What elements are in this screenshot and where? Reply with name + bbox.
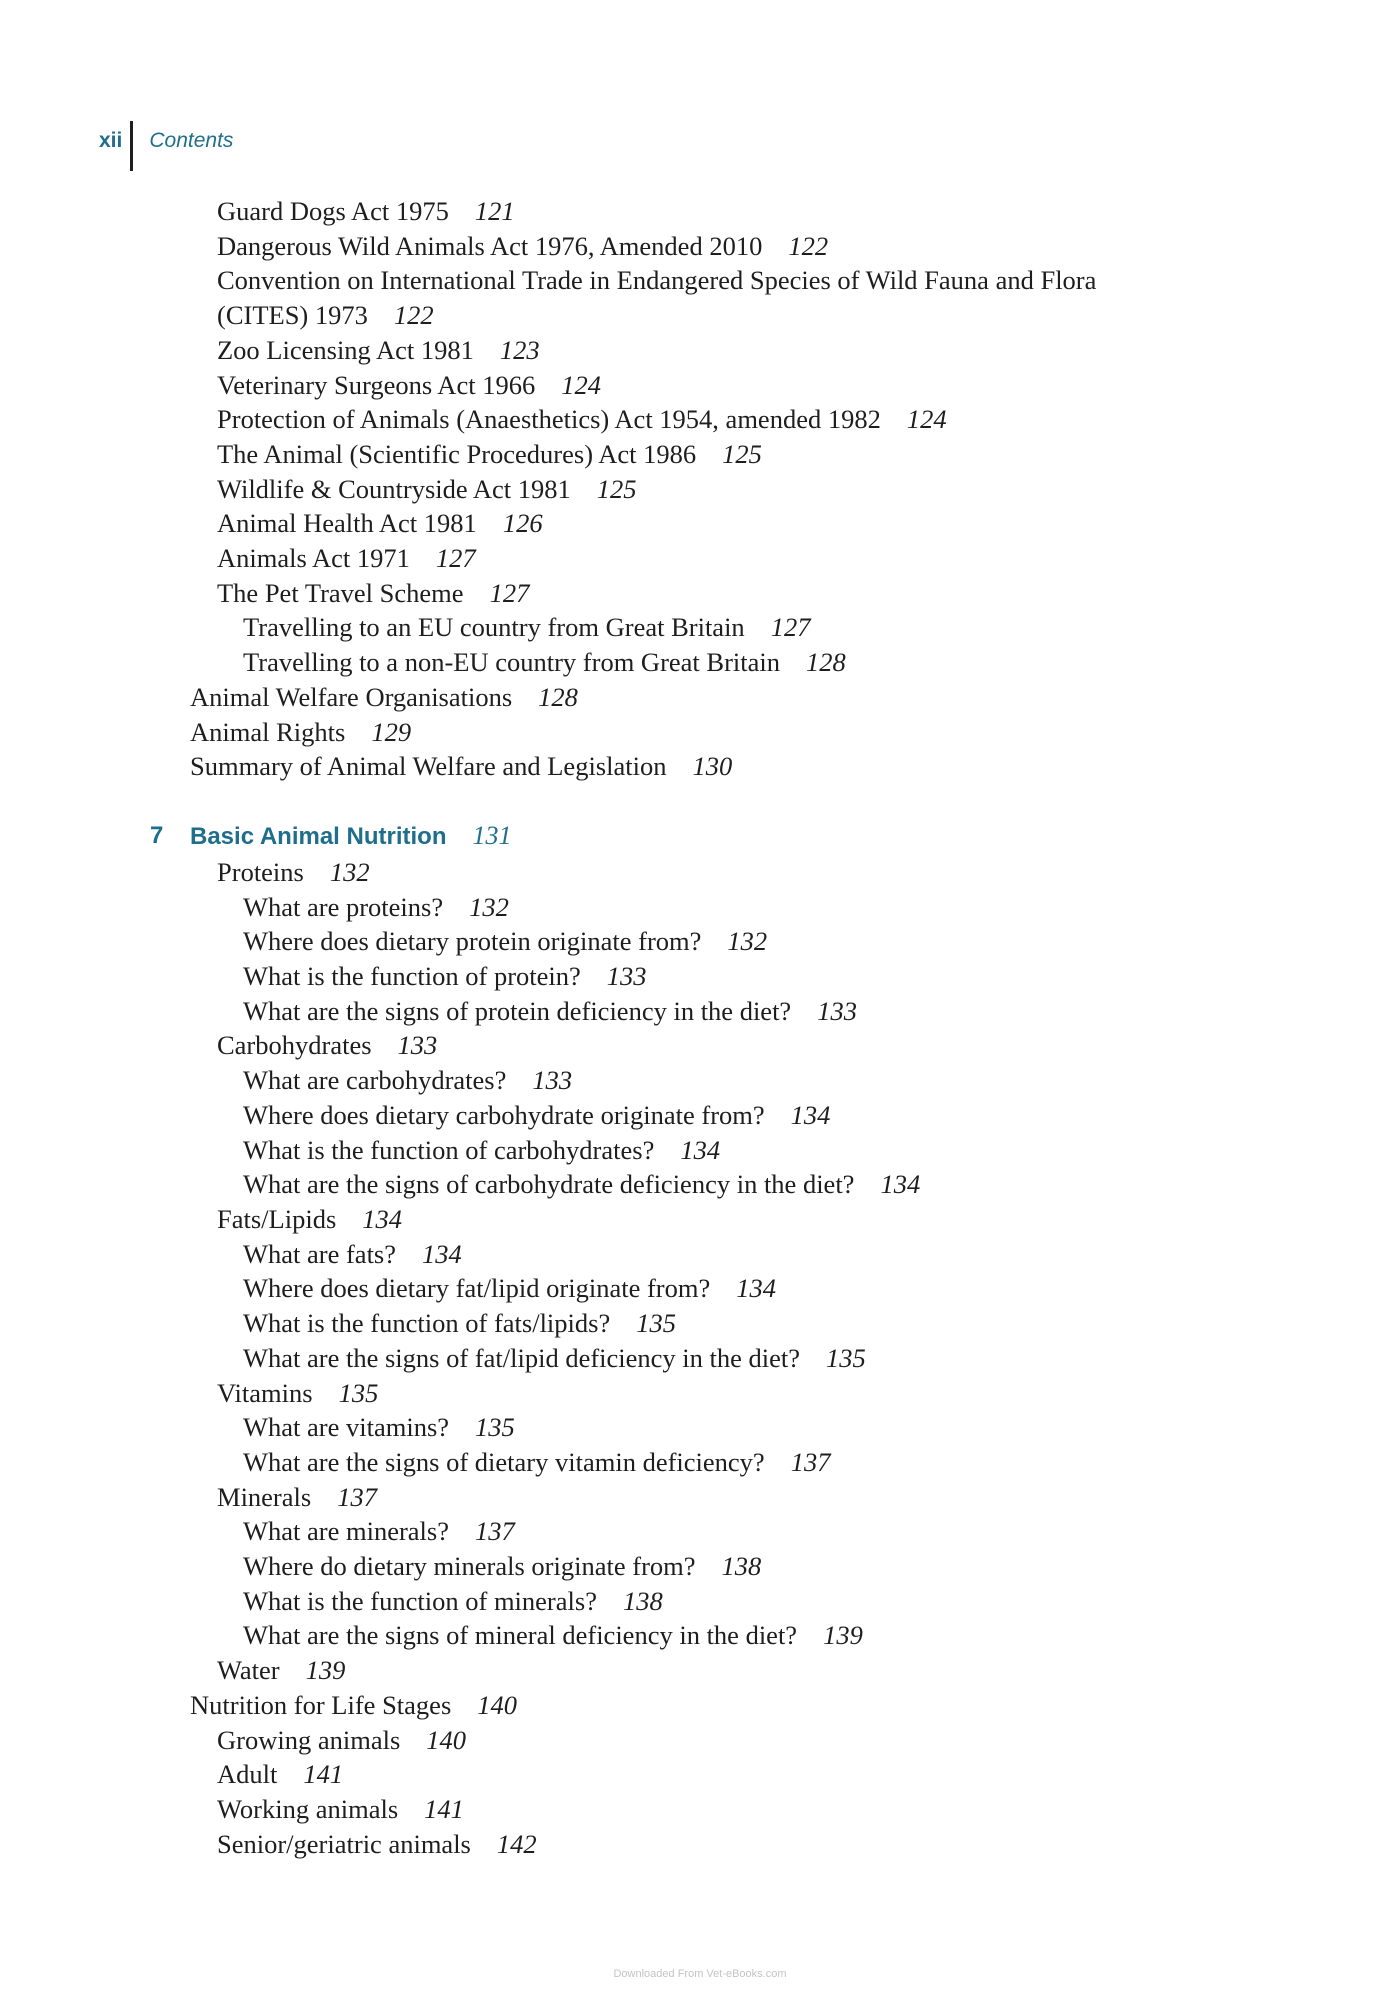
toc-entry bbox=[0, 1341, 1400, 1376]
toc-entry-page: 134 bbox=[680, 1134, 721, 1165]
toc-entry-title: What is the function of protein? bbox=[243, 961, 581, 992]
toc-entry-title: Travelling to a non-EU country from Great Britain bbox=[243, 647, 781, 678]
toc-entry bbox=[0, 959, 1400, 994]
toc-entry-title: Adult bbox=[217, 1759, 278, 1790]
toc-entry-title: Wildlife & Countryside Act 1981 bbox=[217, 473, 571, 504]
toc-entry-page: 134 bbox=[880, 1169, 921, 1200]
toc-entry-title: What are vitamins? bbox=[243, 1412, 450, 1443]
toc-entry-title: Where does dietary protein originate from? bbox=[243, 926, 702, 957]
toc-entry bbox=[0, 1167, 1400, 1202]
toc-entry bbox=[0, 229, 1400, 264]
toc-entry-title: Dangerous Wild Animals Act 1976, Amended 2010 bbox=[217, 230, 763, 261]
toc-entry-page: 127 bbox=[489, 577, 530, 608]
toc-entry-page: 137 bbox=[790, 1446, 831, 1477]
toc-entry bbox=[0, 645, 1400, 680]
toc-entry-title: What are the signs of dietary vitamin deficiency? bbox=[243, 1446, 765, 1477]
toc-entry-title: What are the signs of mineral deficiency in the diet? bbox=[243, 1620, 798, 1651]
toc-entry-title: Travelling to an EU country from Great Britain bbox=[243, 612, 745, 643]
toc-entry-title: Animal Health Act 1981 bbox=[217, 508, 477, 539]
toc-entry-page: 139 bbox=[305, 1655, 346, 1686]
toc-entry bbox=[0, 1480, 1400, 1515]
chapter-number: 7 bbox=[150, 821, 164, 849]
toc-entry-page: 124 bbox=[561, 369, 601, 400]
toc-entry-page: 133 bbox=[532, 1065, 573, 1096]
toc-entry-title: Animal Rights bbox=[190, 716, 346, 747]
toc-entry-page: 121 bbox=[474, 196, 515, 226]
toc-entry-title: What are the signs of fat/lipid deficiency in the diet? bbox=[243, 1342, 801, 1373]
toc-entry bbox=[0, 1653, 1400, 1688]
toc-entry-page: 135 bbox=[338, 1377, 379, 1408]
toc-entry-title: Proteins bbox=[217, 856, 304, 887]
toc-entry-title: Growing animals bbox=[217, 1724, 401, 1755]
toc-entry-title: Animals Act 1971 bbox=[217, 543, 410, 574]
toc-entry-title: What are the signs of carbohydrate deficiency in the diet? bbox=[243, 1169, 855, 1200]
table-of-contents bbox=[0, 194, 1400, 1861]
toc-entry-title: Veterinary Surgeons Act 1966 bbox=[217, 369, 536, 400]
toc-entry-page: 140 bbox=[477, 1689, 518, 1720]
toc-entry-title: Where do dietary minerals originate from? bbox=[243, 1551, 696, 1582]
toc-entry-page: 130 bbox=[692, 751, 733, 782]
toc-entry bbox=[0, 715, 1400, 750]
toc-entry-title: The Pet Travel Scheme bbox=[217, 577, 464, 608]
toc-entry-title: What are the signs of protein deficiency in the diet? bbox=[243, 995, 792, 1026]
toc-entry-title: Protection of Animals (Anaesthetics) Act 1954, amended 1982 bbox=[217, 404, 881, 435]
toc-entry-page: 132 bbox=[727, 926, 768, 957]
toc-entry-page: 122 bbox=[393, 300, 434, 331]
toc-entry-page: 123 bbox=[499, 334, 540, 365]
toc-entry-title: Vitamins bbox=[217, 1377, 313, 1408]
toc-entry bbox=[0, 1271, 1400, 1306]
toc-entry bbox=[0, 368, 1400, 403]
toc-entry-page: 127 bbox=[770, 612, 811, 643]
toc-entry-title: Senior/geriatric animals bbox=[217, 1828, 471, 1859]
toc-entry bbox=[0, 1514, 1400, 1549]
toc-entry-title: What are minerals? bbox=[243, 1516, 449, 1547]
toc-entry-page: 134 bbox=[790, 1099, 831, 1130]
toc-entry bbox=[0, 994, 1400, 1029]
toc-entry-title: What is the function of carbohydrates? bbox=[243, 1134, 655, 1165]
toc-entry bbox=[0, 924, 1400, 959]
toc-entry-page: 142 bbox=[496, 1828, 537, 1859]
toc-entry bbox=[0, 1237, 1400, 1272]
toc-entry-title: Convention on International Trade in Endangered Species of Wild Fauna and Flora bbox=[217, 265, 1097, 296]
toc-entry-page: 138 bbox=[721, 1551, 762, 1582]
toc-entry bbox=[0, 680, 1400, 715]
toc-entry bbox=[0, 402, 1400, 437]
toc-entry bbox=[0, 1410, 1400, 1445]
toc-entry bbox=[0, 1723, 1400, 1758]
toc-entry-page: 133 bbox=[397, 1030, 438, 1061]
toc-entry-page: 127 bbox=[435, 543, 476, 574]
toc-entry-title: Where does dietary fat/lipid originate from? bbox=[243, 1273, 711, 1304]
toc-entry bbox=[0, 855, 1400, 890]
toc-entry bbox=[0, 506, 1400, 541]
toc-entry-title: Working animals bbox=[217, 1793, 399, 1824]
chapter-title: Basic Animal Nutrition bbox=[190, 822, 447, 850]
toc-entry-page: 128 bbox=[806, 647, 846, 678]
toc-entry-title: Zoo Licensing Act 1981 bbox=[217, 334, 474, 365]
toc-entry bbox=[0, 333, 1400, 368]
toc-entry-title: Carbohydrates bbox=[217, 1030, 372, 1061]
toc-entry bbox=[0, 298, 1400, 333]
toc-entry bbox=[0, 1792, 1400, 1827]
toc-entry bbox=[0, 1028, 1400, 1063]
toc-entry-title: Animal Welfare Organisations bbox=[190, 681, 513, 712]
toc-entry-title: What are proteins? bbox=[243, 891, 444, 922]
toc-entry bbox=[0, 1376, 1400, 1411]
toc-entry bbox=[0, 437, 1400, 472]
toc-entry bbox=[0, 576, 1400, 611]
toc-entry-page: 125 bbox=[596, 473, 637, 504]
toc-entry-page: 135 bbox=[475, 1412, 515, 1443]
toc-entry-title: Minerals bbox=[217, 1481, 312, 1512]
chapter-heading bbox=[0, 818, 1400, 855]
toc-entry-page: 134 bbox=[362, 1203, 403, 1234]
toc-entry-title: What are fats? bbox=[243, 1238, 397, 1269]
running-head bbox=[99, 121, 233, 171]
toc-entry bbox=[0, 890, 1400, 925]
toc-entry bbox=[0, 541, 1400, 576]
toc-entry bbox=[0, 749, 1400, 784]
toc-entry-page: 129 bbox=[371, 716, 412, 747]
toc-entry-page: 140 bbox=[426, 1724, 467, 1755]
toc-entry-page: 135 bbox=[826, 1342, 866, 1373]
toc-entry bbox=[0, 263, 1400, 298]
toc-entry-page: 137 bbox=[337, 1481, 377, 1512]
toc-entry bbox=[0, 472, 1400, 507]
toc-entry bbox=[0, 1445, 1400, 1480]
toc-entry-title: What is the function of fats/lipids? bbox=[243, 1308, 611, 1339]
toc-entry bbox=[0, 1688, 1400, 1723]
toc-entry-title: Where does dietary carbohydrate originate from? bbox=[243, 1099, 765, 1130]
toc-entry-page: 126 bbox=[502, 508, 543, 539]
toc-entry-title: The Animal (Scientific Procedures) Act 1986 bbox=[217, 438, 697, 469]
toc-entry-page: 134 bbox=[736, 1273, 776, 1304]
toc-entry-page: 133 bbox=[817, 995, 857, 1026]
toc-entry bbox=[0, 1133, 1400, 1168]
toc-entry-page: 122 bbox=[788, 230, 829, 261]
toc-entry-page: 138 bbox=[622, 1585, 663, 1616]
toc-entry-page: 128 bbox=[538, 681, 578, 712]
toc-entry-title: (CITES) 1973 bbox=[217, 300, 368, 331]
toc-entry-page: 141 bbox=[303, 1759, 344, 1790]
toc-entry bbox=[0, 1584, 1400, 1619]
toc-entry bbox=[0, 1098, 1400, 1133]
toc-entry-title: What are carbohydrates? bbox=[243, 1065, 507, 1096]
toc-entry-page: 132 bbox=[329, 856, 370, 887]
toc-entry-title: Nutrition for Life Stages bbox=[190, 1689, 452, 1720]
toc-entry bbox=[0, 1306, 1400, 1341]
toc-entry-page: 135 bbox=[636, 1308, 676, 1339]
toc-entry bbox=[0, 194, 1400, 229]
toc-entry-page: 124 bbox=[906, 404, 947, 435]
toc-entry-page: 132 bbox=[469, 891, 509, 922]
toc-entry bbox=[0, 1618, 1400, 1653]
toc-entry-page: 141 bbox=[424, 1793, 464, 1824]
toc-entry-page: 133 bbox=[606, 961, 647, 992]
toc-entry-page: 125 bbox=[722, 438, 762, 469]
toc-entry bbox=[0, 1757, 1400, 1792]
toc-entry bbox=[0, 1827, 1400, 1862]
toc-entry-page: 139 bbox=[823, 1620, 863, 1651]
toc-entry-title: Summary of Animal Welfare and Legislation bbox=[190, 751, 667, 782]
download-watermark: Downloaded From Vet-eBooks.com bbox=[613, 1968, 787, 1980]
toc-entry-title: What is the function of minerals? bbox=[243, 1585, 597, 1616]
running-head-title: Contents bbox=[149, 129, 234, 152]
toc-entry-page: 134 bbox=[422, 1238, 462, 1269]
chapter-page: 131 bbox=[472, 820, 512, 850]
toc-entry-title: Guard Dogs Act 1975 bbox=[217, 196, 449, 226]
toc-entry bbox=[0, 1202, 1400, 1237]
toc-entry bbox=[0, 610, 1400, 645]
toc-entry-title: Fats/Lipids bbox=[217, 1203, 337, 1234]
toc-entry bbox=[0, 1063, 1400, 1098]
toc-entry-page: 137 bbox=[475, 1516, 515, 1547]
toc-entry bbox=[0, 1549, 1400, 1584]
toc-entry-title: Water bbox=[217, 1655, 280, 1686]
page-number: xii bbox=[99, 129, 123, 152]
